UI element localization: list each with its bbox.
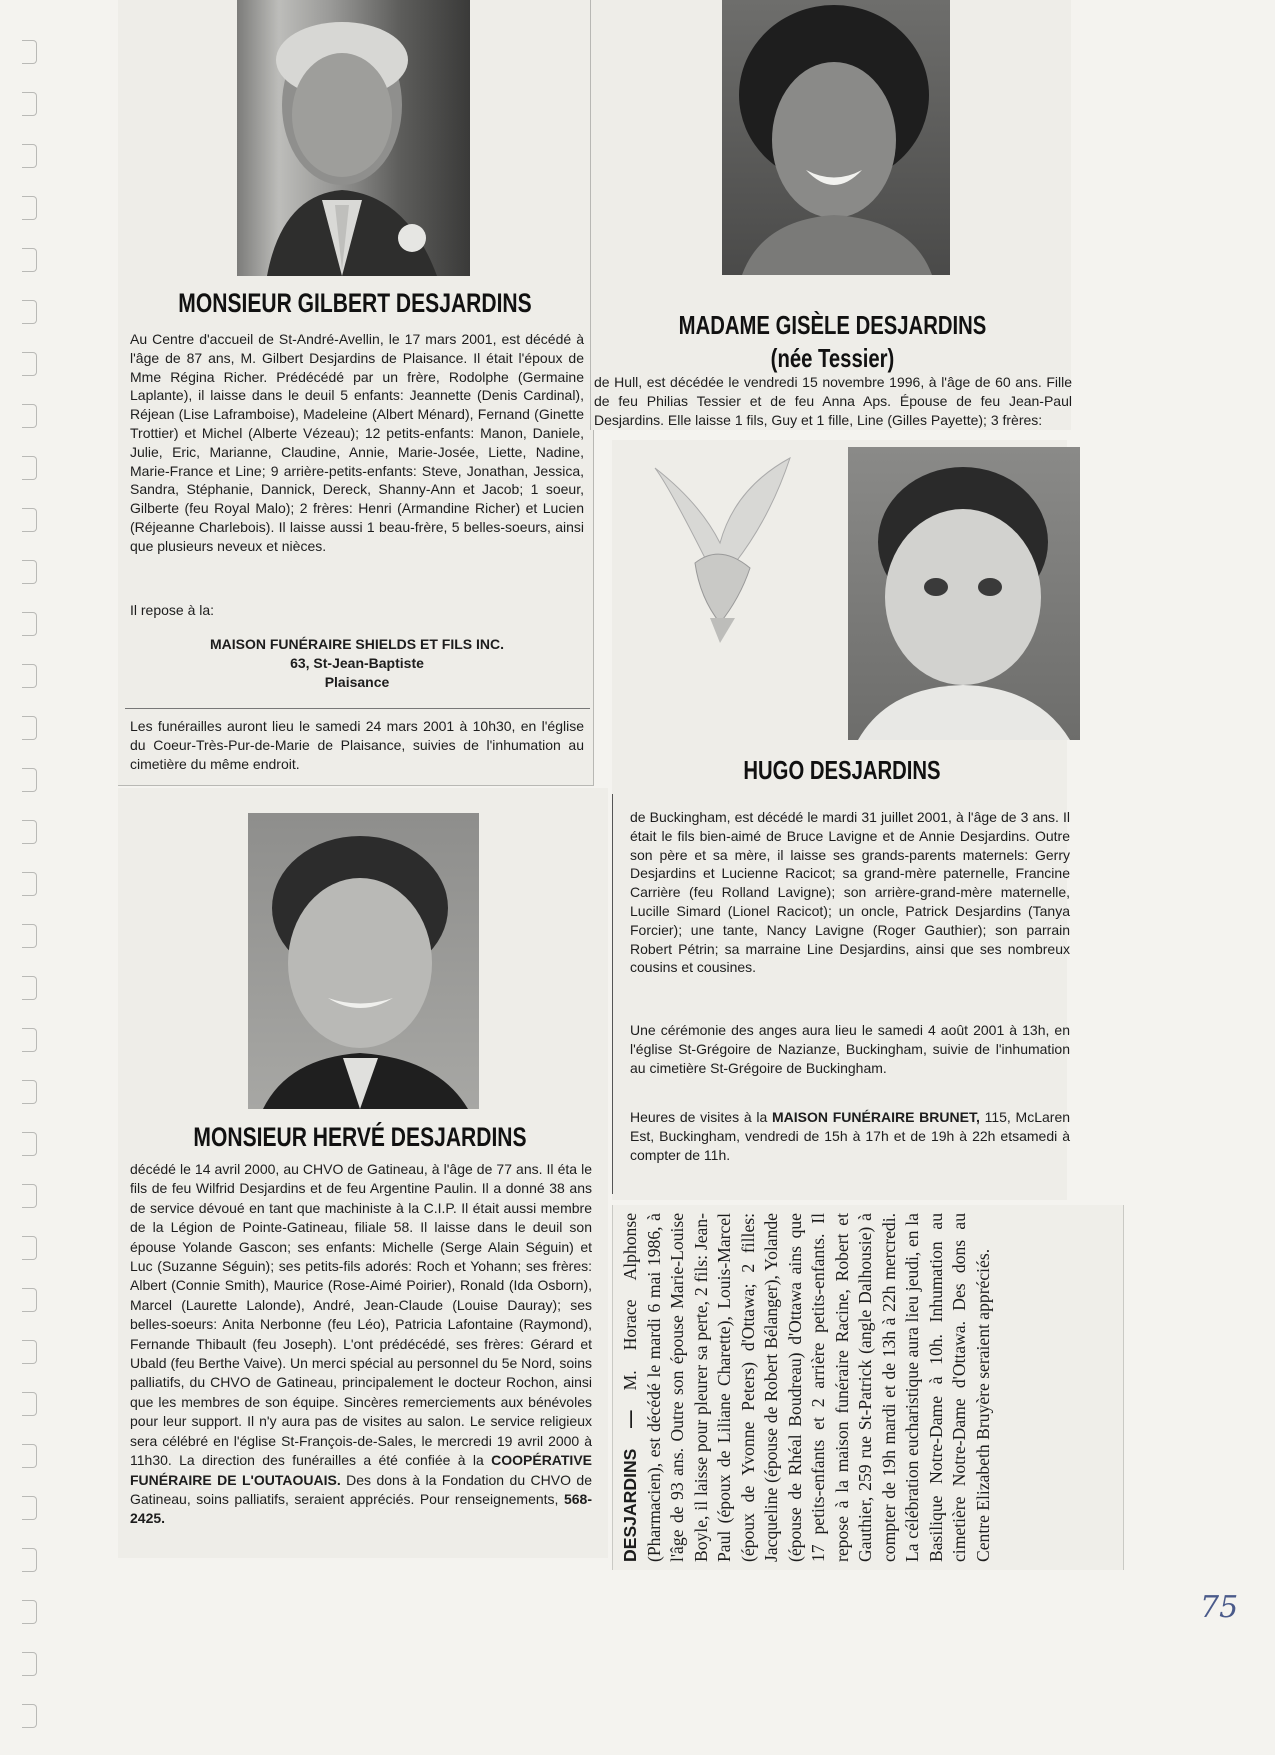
binder-hole bbox=[22, 768, 37, 792]
obituary-title-gisele: MADAME GISÈLE DESJARDINS bbox=[678, 310, 987, 340]
binder-hole bbox=[22, 716, 37, 740]
binder-hole bbox=[22, 924, 37, 948]
repose-label: Il repose à la: bbox=[130, 602, 215, 618]
binder-hole bbox=[22, 1496, 37, 1520]
obituary-body-herve: décédé le 14 avril 2000, au CHVO de Gatineau, à l'âge de 77 ans. Il éta le fils de feu Wilfrid Desjardins et de feu Argentine Paulin. Il a donné 38 ans de service dévoué en tant que machiniste à la C.I.P. Il était aussi membre de la Légion de Pointe-Gatineau, filiale 58. Il laisse dans le deuil son épouse Yolande Gascon; ses enfants: Michelle (Serge Alain Séguin) et Luc (Suzanne Séguin); ses petits-fils adorés: Roch et Yohann; ses frères: Albert (Connie Smith), Maurice (Rose-Aimé Poirier), Ronald (Ida Osborn), Marcel (Laurette Lalonde), André, Jean-Claude (Louise Dauray); ses belles-soeurs: Anita Nerbonne (feu Léo), Patricia Lafontaine (Raymond), Fernande Thibault (feu Joseph). L'ont prédécédé, ses frères: Gérard et Ubald (feu Berthe Vaive). Un merci spécial au personnel du 5e Nord, soins palliatifs, du CHVO de Gatineau, principalement le docteur Rochon, ainsi que les membres de son équipe. Sincères remerciements aux bénévoles pour leur support. Il n'y aura pas de visites au salon. Le service religieux sera célébré en l'église St-François-de-Sales, le mercredi 19 avril 2000 à 11h30. La direction des funérailles a été confiée à la COOPÉRATIVE FUNÉRAIRE DE L'OUTAOUAIS. Des dons à la Fondation du CHVO de Gatineau, soins palliatifs, seraient appréciés. Pour renseignements, 568-2425. bbox=[130, 1161, 592, 1527]
binder-hole bbox=[22, 664, 37, 688]
binder-hole bbox=[22, 456, 37, 480]
obituary-title-gilbert: MONSIEUR GILBERT DESJARDINS bbox=[178, 288, 532, 318]
dove-image bbox=[640, 448, 800, 648]
portrait-gisele-photo bbox=[722, 0, 950, 275]
binder-hole bbox=[22, 1652, 37, 1676]
man-portrait-icon bbox=[237, 0, 470, 276]
portrait-herve-photo bbox=[248, 813, 479, 1109]
binder-hole bbox=[22, 1600, 37, 1624]
ceremony-info-hugo: Une cérémonie des anges aura lieu le samedi 4 août 2001 à 13h, en l'église St-Grégoire de Nazianze, Buckingham, suivie de l'inhumation au cimetière St-Grégoire de Buckingham. bbox=[630, 1022, 1070, 1076]
portrait-gilbert-photo bbox=[237, 0, 470, 276]
binder-hole bbox=[22, 1184, 37, 1208]
handwritten-page-number: 75 bbox=[1200, 1590, 1239, 1625]
binder-hole bbox=[22, 1288, 37, 1312]
funeral-home-city: Plaisance bbox=[324, 674, 390, 690]
binder-hole bbox=[22, 1080, 37, 1104]
binder-hole bbox=[22, 1236, 37, 1260]
portrait-hugo-photo bbox=[848, 447, 1080, 740]
binder-hole bbox=[22, 560, 37, 584]
binder-hole bbox=[22, 1392, 37, 1416]
funerals-info-gilbert: Les funérailles auront lieu le samedi 24 mars 2001 à 10h30, en l'église du Coeur-Très-Pur-de-Marie de Plaisance, suivies de l'inhumation au cimetière du même endroit. bbox=[130, 718, 584, 772]
obituary-body-hugo: de Buckingham, est décédé le mardi 31 juillet 2001, à l'âge de 3 ans. Il était le fils bien-aimé de Bruce Lavigne et de Annie Desjardins. Outre son père et sa mère, il laisse ses grands-parents maternels: Gerry Desjardins et Lucienne Racicot; sa grand-mère paternelle, Francine Carrière (feu Rolland Lavigne); son arrière-grand-mère maternelle, Lucille Simard (Lionel Racicot); un oncle, Patrick Desjardins (Tanya Forcier); une tante, Nancy Lavigne (Roger Gauthier); son parrain Robert Pétrin; sa marraine Line Desjardins, ainsi que ses nombreux cousins et cousines. bbox=[630, 809, 1070, 976]
binder-hole bbox=[22, 1548, 37, 1572]
obituary-body-gisele: de Hull, est décédée le vendredi 15 novembre 1996, à l'âge de 60 ans. Fille de feu Philias Tessier et de feu Anna Aps. Épouse de feu Jean-Paul Desjardins. Elle laisse 1 fils, Guy et 1 fille, Line (Gilles Payette); 3 frères: bbox=[594, 374, 1072, 428]
binder-hole bbox=[22, 976, 37, 1000]
funeral-home-brunet: MAISON FUNÉRAIRE BRUNET, bbox=[772, 1109, 980, 1125]
funeral-home-address: 63, St-Jean-Baptiste bbox=[290, 655, 424, 671]
visits-info-hugo: Heures de visites à la MAISON FUNÉRAIRE BRUNET, 115, McLaren Est, Buckingham, vendredi de 15h à 17h et de 19h à 22h etsamedi à compter de 11h. bbox=[630, 1109, 1071, 1163]
binder-hole bbox=[22, 352, 37, 376]
binder-hole bbox=[22, 144, 37, 168]
binder-hole bbox=[22, 404, 37, 428]
phone-number: 568-2425. bbox=[130, 1490, 592, 1527]
binder-hole bbox=[22, 40, 37, 64]
woman-portrait-icon bbox=[722, 0, 950, 275]
obituary-title-herve: MONSIEUR HERVÉ DESJARDINS bbox=[193, 1122, 527, 1152]
obituary-title-hugo: HUGO DESJARDINS bbox=[743, 755, 941, 785]
obituary-body-gilbert: Au Centre d'accueil de St-André-Avellin, le 17 mars 2001, est décédé à l'âge de 87 ans, M. Gilbert Desjardins de Plaisance. Il était l'époux de Mme Régina Richer. Prédécédé par un frère, Rodolphe (Germaine Laplante), il laisse dans le deuil 5 enfants: Jeannette (Denis Cardinal), Réjean (Lise Laframboise), Madeleine (Albert Ménard), Fernand (Ginette Trottier) et Michel (Alberte Vézeau); 12 petits-enfants: Manon, Daniele, Julie, Eric, Marianne, Claudine, Annie, Marie-Josée, Liette, Nadine, Marie-France et Line; 9 arrière-petits-enfants: Steve, Jonathan, Jessica, Sandra, Stéphanie, Dannick, Dereck, Shanny-Ann et Jacob; 1 soeur, Gilberte (feu Royal Malo); 2 frères: Henri (Armandine Richer) et Lucien (Réjeanne Charlebois). Il laisse aussi 1 beau-frère, 5 belles-soeurs, ainsi que plusieurs neveux et nièces. bbox=[130, 331, 584, 554]
clipping-horace-rotated bbox=[612, 1205, 1124, 1570]
horace-name: DESJARDINS — bbox=[620, 1410, 640, 1562]
obituary-body-horace: DESJARDINS — M. Horace Alphonse (Pharmacien), est décédé le mardi 6 mai 1986, à l'âge de 93 ans. Outre son épouse Marie-Louise Boyle, il laisse pour pleurer sa perte, 2 fils: Jean-Paul (époux de Liliane Charette), Louis-Marcel (époux de Yvonne Peters) d'Ottawa; 2 filles: Jacqueline (épouse de Robert Bélanger), Yolande (épouse de Rhéal Boudreau) d'Ottawa ains que 17 petits-enfants et 2 arrière petits-enfants. Il repose à la maison funéraire Racine, Robert et Gauthier, 259 rue St-Patrick (angle Dalhousie) à compter de 19h mardi et de 13h à 22h mercredi. La célébration eucharistique aura lieu jeudi, en la Basilique Notre-Dame à 10h. Inhumation au cimetière Notre-Dame d'Ottawa. Des dons au Centre Elizabeth Bruyère seraient appréciés. bbox=[620, 1212, 993, 1562]
dove-icon bbox=[640, 448, 800, 648]
vertical-rule bbox=[612, 794, 613, 1194]
funeral-home-name: MAISON FUNÉRAIRE SHIELDS ET FILS INC. bbox=[209, 636, 504, 652]
binder-hole bbox=[22, 248, 37, 272]
binder-hole bbox=[22, 1704, 37, 1728]
binder-hole bbox=[22, 1028, 37, 1052]
binder-hole bbox=[22, 508, 37, 532]
cooperative-name: COOPÉRATIVE FUNÉRAIRE DE L'OUTAOUAIS. bbox=[130, 1452, 592, 1488]
binder-hole bbox=[22, 300, 37, 324]
binder-hole bbox=[22, 612, 37, 636]
man-portrait-icon bbox=[248, 813, 479, 1109]
divider bbox=[125, 708, 590, 709]
obituary-subtitle-gisele: (née Tessier) bbox=[770, 343, 895, 373]
child-portrait-icon bbox=[848, 447, 1080, 740]
binder-hole bbox=[22, 92, 37, 116]
binder-hole bbox=[22, 1340, 37, 1364]
binder-hole bbox=[22, 872, 37, 896]
binder-hole bbox=[22, 1444, 37, 1468]
binder-hole bbox=[22, 1132, 37, 1156]
binder-hole bbox=[22, 196, 37, 220]
binder-hole bbox=[22, 820, 37, 844]
